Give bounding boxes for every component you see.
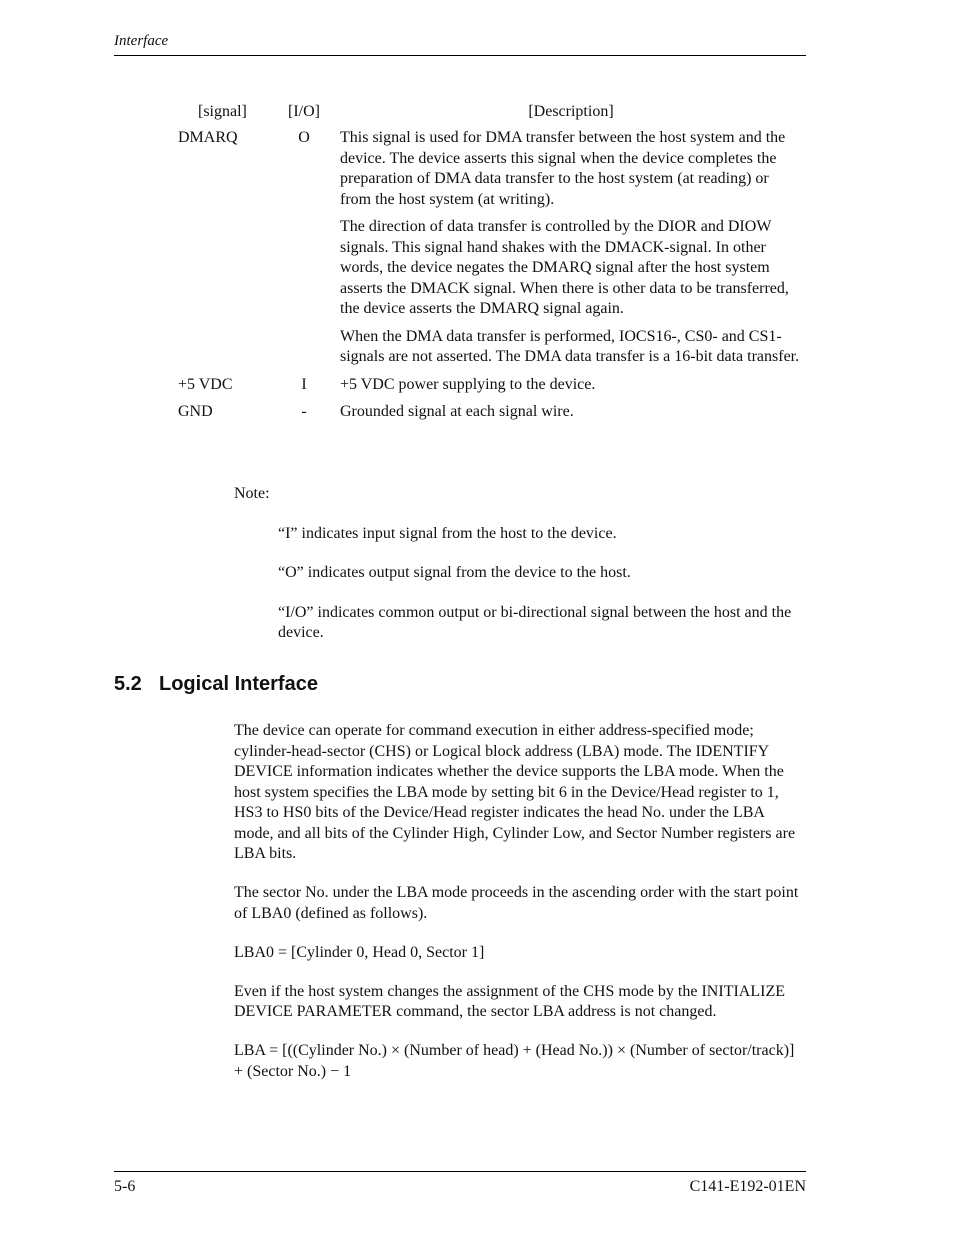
signal-table xyxy=(178,102,808,430)
document-code: C141-E192-01EN xyxy=(689,1178,806,1195)
note-item: “I” indicates input signal from the host to the device. xyxy=(278,524,617,542)
body-paragraph: The device can operate for command execution in either address-specified mode; cylinder-head-sector (CHS) or Logical block address (LBA) mode. The IDENTIFY DEVICE information indicates whether the device supports the LBA mode. When the host system specifies the LBA mode by setting bit 6 in the Device/Head register to 1, HS3 to HS0 bits of the Device/Head register indicates the head No. under the LBA mode, and all bits of the Cylinder High, Cylinder Low, and Sector Number registers are LBA bits. xyxy=(234,722,796,862)
column-header-description: [Description] xyxy=(528,103,614,120)
description-paragraph: When the DMA data transfer is performed, IOCS16-, CS0- and CS1- signals are not asserted. The DMA data transfer is a 16-bit data transfer. xyxy=(340,327,800,365)
signal-name: +5 VDC xyxy=(178,375,233,393)
signal-description xyxy=(340,128,802,368)
signal-row-gnd xyxy=(178,402,808,423)
body-paragraph: The sector No. under the LBA mode proceeds in the ascending order with the start point of LBA0 (defined as follows). xyxy=(234,884,799,922)
page-header xyxy=(114,31,806,56)
page-footer xyxy=(114,1171,806,1195)
note-item: “O” indicates output signal from the device to the host. xyxy=(278,564,631,581)
section-heading xyxy=(114,673,318,696)
signal-name: GND xyxy=(178,403,213,420)
section-body xyxy=(234,721,800,1101)
description-paragraph: +5 VDC power supplying to the device. xyxy=(340,375,596,393)
note-block xyxy=(234,484,806,663)
signal-table-header xyxy=(178,102,808,128)
lba0-definition: LBA0 = [Cylinder 0, Head 0, Sector 1] xyxy=(234,943,485,961)
column-header-io: [I/O] xyxy=(288,103,320,120)
signal-name: DMARQ xyxy=(178,129,238,146)
body-paragraph: Even if the host system changes the assignment of the CHS mode by the INITIALIZE DEVICE PARAMETER command, the sector LBA address is not changed. xyxy=(234,982,785,1020)
signal-description xyxy=(340,375,802,396)
description-paragraph: This signal is used for DMA transfer between the host system and the device. The device asserts this signal when the device completes the preparation of DMA data transfer to the host system (at reading) or from the host system (at writing). xyxy=(340,129,786,208)
section-title: Logical Interface xyxy=(159,673,318,695)
lba-formula: LBA = [((Cylinder No.) × (Number of head) + (Head No.)) × (Number of sector/track)] + (Sector No.) − 1 xyxy=(234,1042,795,1080)
signal-row-dmarq xyxy=(178,128,808,368)
section-number: 5.2 xyxy=(114,673,142,695)
signal-io: I xyxy=(301,375,307,393)
note-item: “I/O” indicates common output or bi-directional signal between the host and the device. xyxy=(278,603,792,641)
description-paragraph: The direction of data transfer is controlled by the DIOR and DIOW signals. This signal hand shakes with the DMACK-signal. In other words, the device negates the DMARQ signal after the host system asserts the DMACK signal. When there is other data to be transferred, the device asserts the DMARQ signal again. xyxy=(340,218,789,317)
note-label: Note: xyxy=(234,485,270,502)
running-header-title: Interface xyxy=(114,33,169,49)
description-paragraph: Grounded signal at each signal wire. xyxy=(340,403,574,420)
signal-row-5vdc xyxy=(178,375,808,396)
page-number: 5-6 xyxy=(114,1178,136,1195)
column-header-signal: [signal] xyxy=(198,103,247,120)
signal-io: O xyxy=(298,129,310,146)
signal-io: - xyxy=(301,403,307,420)
signal-description xyxy=(340,402,802,423)
